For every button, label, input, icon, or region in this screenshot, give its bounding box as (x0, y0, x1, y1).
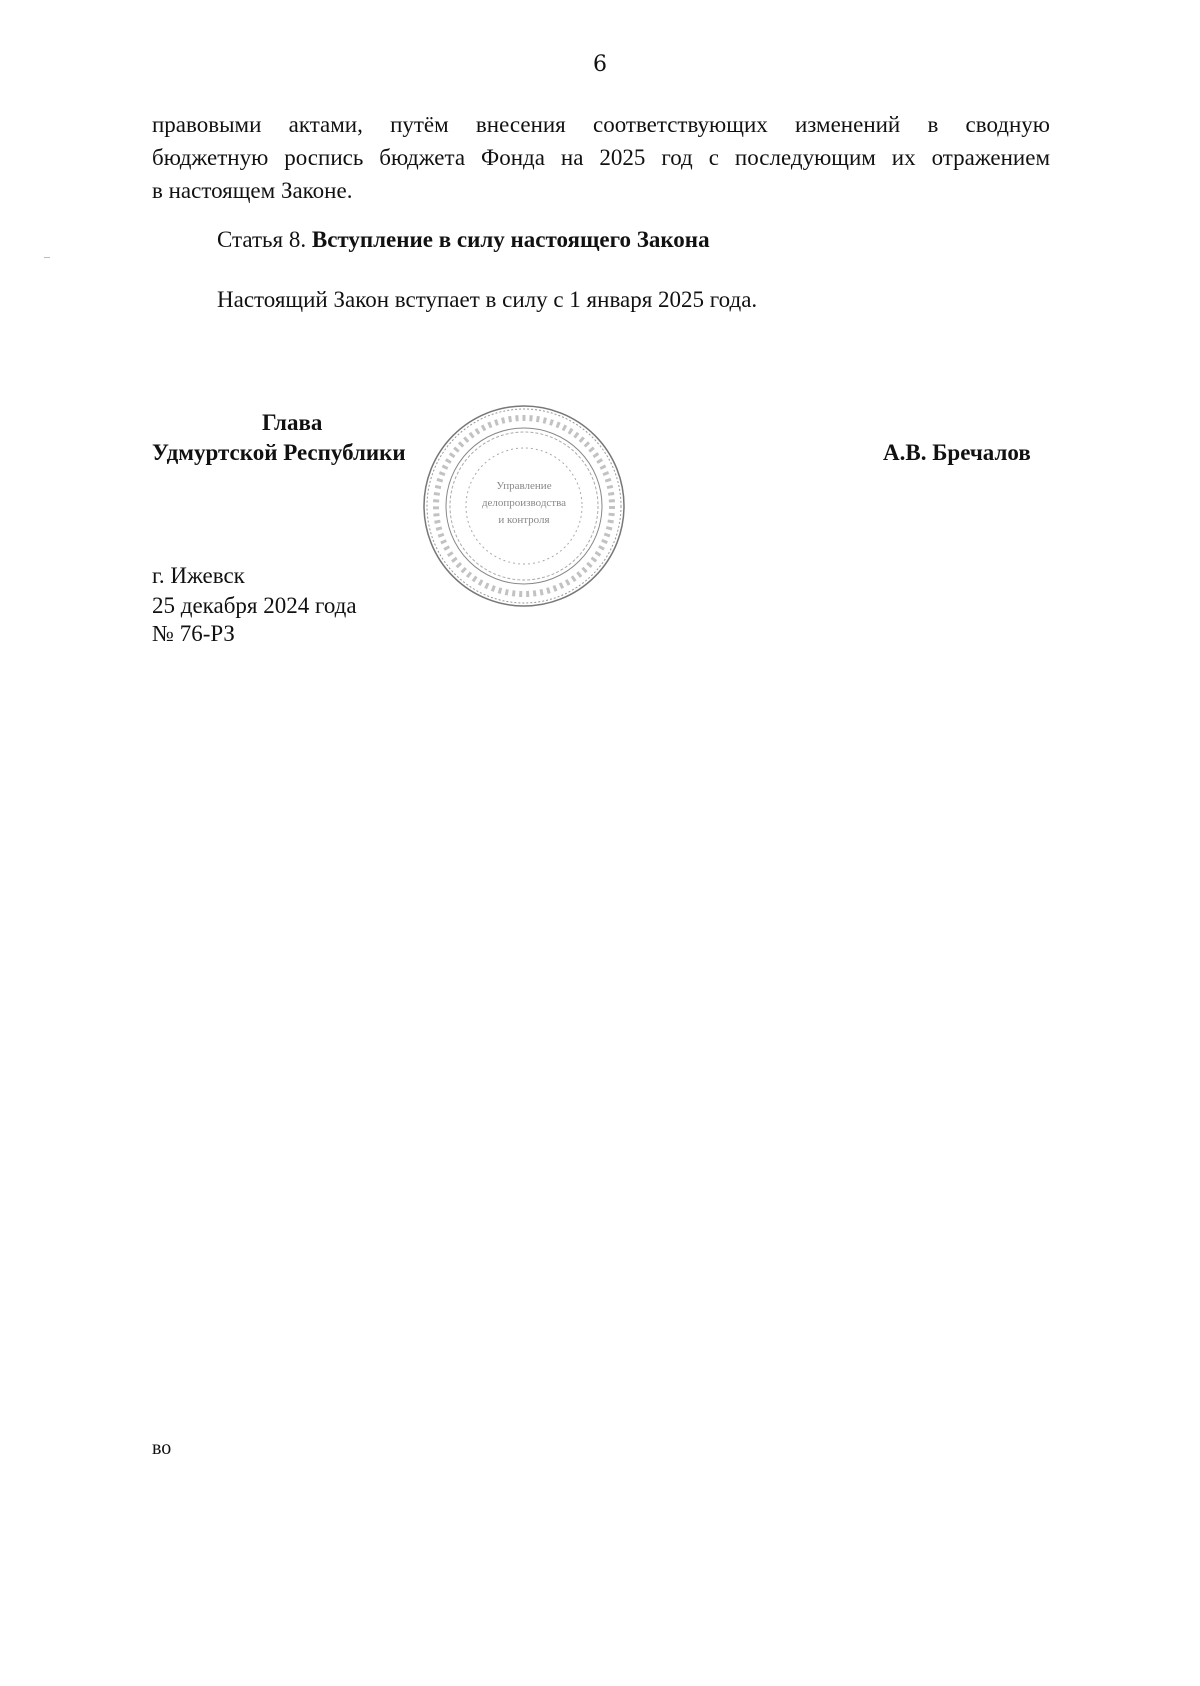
article-text: Настоящий Закон вступает в силу с 1 января 2025 года. (217, 287, 758, 312)
signatory-title-line1: Глава (262, 410, 323, 435)
page-number: 6 (593, 52, 607, 77)
footer-mark: во (152, 1437, 172, 1459)
city: г. Ижевск (152, 563, 245, 588)
paragraph-continuation (152, 108, 1050, 207)
stamp-line: Управление (496, 480, 552, 492)
scan-mark (44, 257, 50, 258)
stamp-text (452, 478, 596, 529)
signatory-name: А.В. Бречалов (883, 440, 1031, 465)
article-title: Вступление в силу настоящего Закона (311, 227, 710, 252)
paragraph-line: бюджетную роспись бюджета Фонда на 2025 год с последующим их отражением (152, 145, 1050, 170)
stamp-line: и контроля (498, 514, 550, 526)
date: 25 декабря 2024 года (152, 593, 357, 618)
law-number: № 76-РЗ (152, 621, 235, 646)
paragraph-line: правовыми актами, путём внесения соответствующих изменений в сводную (152, 112, 1050, 137)
signatory-title-line2: Удмуртской Республики (152, 440, 406, 465)
article-heading (217, 227, 710, 253)
article-prefix: Статья 8. (217, 227, 307, 252)
paragraph-line: в настоящем Законе. (152, 178, 353, 203)
stamp-line: делопроизводства (481, 497, 567, 509)
